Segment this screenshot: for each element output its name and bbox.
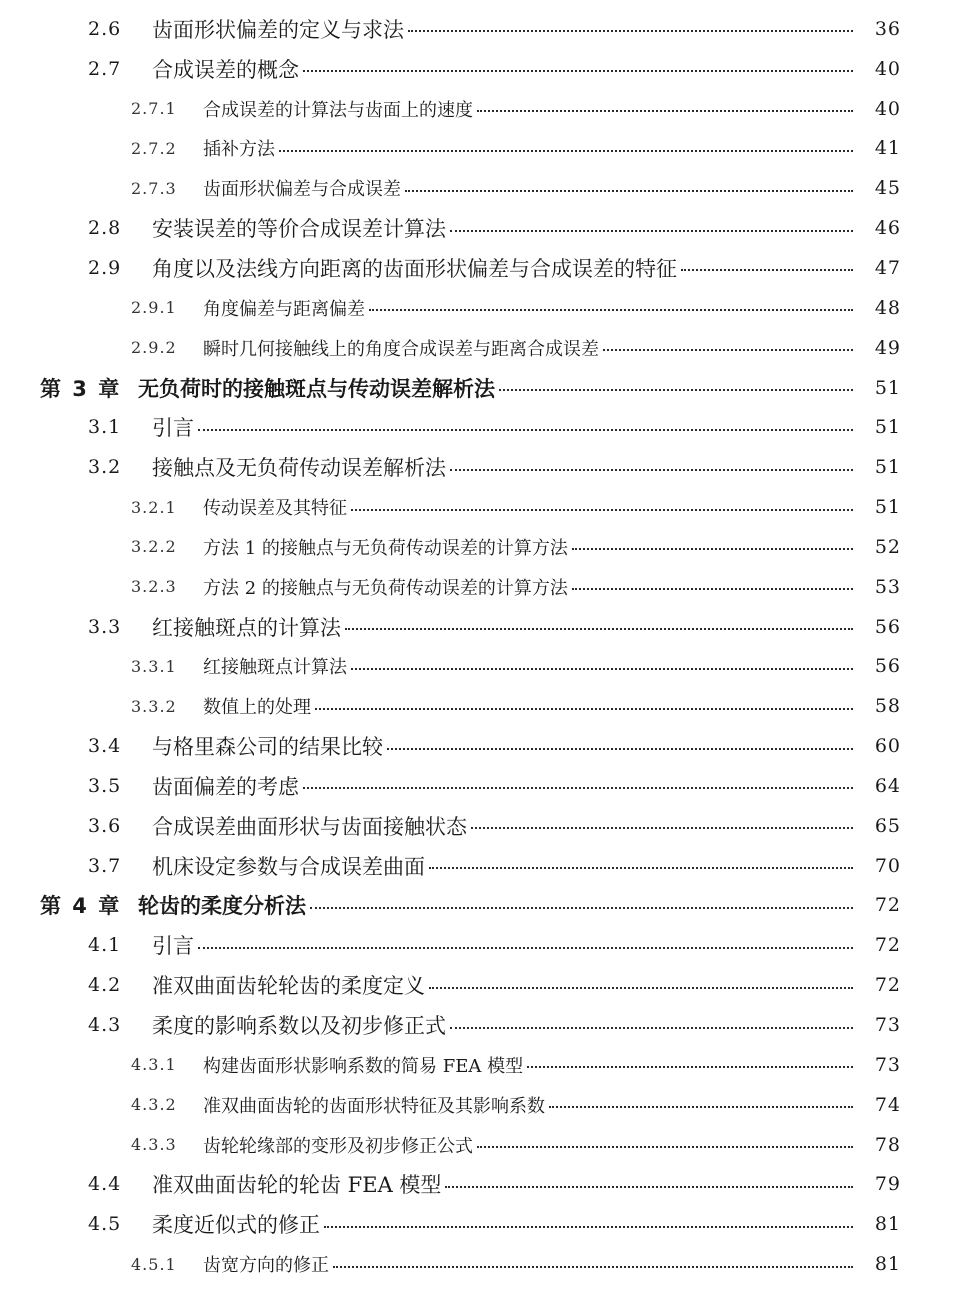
toc-entry-number: 2.9	[88, 256, 122, 279]
toc-entry-number: 4.4	[88, 1173, 122, 1196]
toc-section-entry[interactable]	[0, 208, 957, 248]
dot-leader	[324, 1225, 853, 1228]
toc-subsection-entry[interactable]	[0, 89, 957, 129]
toc-entry-page-number: 36	[874, 17, 901, 40]
toc-entry-page-number: 56	[874, 655, 901, 678]
dot-leader	[471, 826, 853, 829]
toc-subsection-entry[interactable]	[0, 647, 957, 687]
dot-leader	[310, 906, 853, 909]
toc-entry-page-number: 40	[874, 57, 901, 80]
toc-entry-number: 3.3.2	[131, 696, 177, 716]
toc-entry-title: 插补方法	[203, 139, 275, 161]
toc-entry-number: 2.9.2	[131, 338, 177, 358]
dot-leader	[345, 627, 853, 630]
dot-leader	[333, 1265, 853, 1268]
toc-entry-title: 合成误差曲面形状与齿面接触状态	[152, 814, 467, 839]
toc-section-entry[interactable]	[0, 248, 957, 288]
toc-section-entry[interactable]	[0, 447, 957, 487]
toc-subsection-entry[interactable]	[0, 1085, 957, 1125]
toc-section-entry[interactable]	[0, 49, 957, 89]
toc-entry-number: 3.4	[88, 735, 122, 758]
toc-entry-title: 轮齿的柔度分析法	[138, 894, 306, 919]
toc-entry-number: 4.3.1	[131, 1055, 177, 1075]
toc-entry-title: 合成误差的计算法与齿面上的速度	[203, 99, 473, 121]
toc-entry-page-number: 47	[874, 256, 901, 279]
toc-entry-title: 准双曲面齿轮的齿面形状特征及其影响系数	[203, 1095, 545, 1117]
toc-entry-page-number: 46	[874, 217, 901, 240]
toc-subsection-entry[interactable]	[0, 527, 957, 567]
toc-entry-page-number: 65	[874, 814, 901, 837]
toc-entry-title: 无负荷时的接触斑点与传动误差解析法	[138, 376, 495, 401]
toc-entry-number: 3.2	[88, 456, 122, 479]
toc-entry-title: 柔度近似式的修正	[152, 1213, 320, 1238]
toc-section-entry[interactable]	[0, 1164, 957, 1204]
dot-leader	[198, 428, 853, 431]
toc-section-entry[interactable]	[0, 925, 957, 965]
toc-entry-page-number: 51	[874, 496, 901, 519]
toc-entry-page-number: 64	[874, 774, 901, 797]
toc-entry-page-number: 58	[874, 695, 901, 718]
dot-leader	[450, 468, 853, 471]
toc-entry-title: 角度偏差与距离偏差	[203, 298, 365, 320]
toc-entry-page-number: 73	[874, 1053, 901, 1076]
toc-entry-number: 第 4 章	[40, 894, 122, 919]
toc-entry-number: 3.6	[88, 814, 122, 837]
dot-leader	[351, 667, 853, 670]
toc-entry-title: 传动误差及其特征	[203, 498, 347, 520]
dot-leader	[477, 1145, 853, 1148]
dot-leader	[450, 229, 853, 232]
toc-entry-page-number: 51	[874, 456, 901, 479]
toc-entry-page-number: 51	[874, 376, 901, 399]
toc-chapter-entry[interactable]	[0, 886, 957, 926]
toc-section-entry[interactable]	[0, 607, 957, 647]
toc-entry-number: 2.9.1	[131, 298, 177, 318]
toc-entry-page-number: 53	[874, 575, 901, 598]
toc-entry-page-number: 73	[874, 1014, 901, 1037]
toc-entry-title: 角度以及法线方向距离的齿面形状偏差与合成误差的特征	[152, 256, 677, 281]
toc-section-entry[interactable]	[0, 965, 957, 1005]
toc-entry-page-number: 78	[874, 1133, 901, 1156]
toc-entry-page-number: 40	[874, 97, 901, 120]
toc-entry-number: 2.7.2	[131, 138, 177, 158]
dot-leader	[198, 946, 853, 949]
toc-entry-number: 3.2.3	[131, 577, 177, 597]
dot-leader	[477, 109, 853, 112]
dot-leader	[351, 508, 853, 511]
toc-entry-page-number: 74	[874, 1093, 901, 1116]
toc-entry-title: 方法 2 的接触点与无负荷传动误差的计算方法	[203, 577, 568, 599]
toc-entry-number: 3.2.2	[131, 537, 177, 557]
dot-leader	[499, 388, 853, 391]
dot-leader	[369, 308, 853, 311]
toc-entry-page-number: 81	[874, 1253, 901, 1276]
toc-entry-title: 接触点及无负荷传动误差解析法	[152, 456, 446, 481]
toc-entry-number: 3.5	[88, 774, 122, 797]
toc-section-entry[interactable]	[0, 1204, 957, 1244]
dot-leader	[429, 866, 853, 869]
toc-entry-title: 瞬时几何接触线上的角度合成误差与距离合成误差	[203, 338, 599, 360]
dot-leader	[303, 69, 853, 72]
toc-entry-number: 4.5.1	[131, 1254, 177, 1274]
toc-entry-title: 引言	[152, 934, 194, 959]
dot-leader	[549, 1105, 853, 1108]
toc-entry-page-number: 81	[874, 1213, 901, 1236]
toc-entry-title: 齿宽方向的修正	[203, 1255, 329, 1277]
toc-entry-title: 齿面形状偏差的定义与求法	[152, 17, 404, 42]
toc-entry-page-number: 56	[874, 615, 901, 638]
toc-entry-number: 3.7	[88, 854, 122, 877]
dot-leader	[303, 786, 853, 789]
dot-leader	[387, 747, 853, 750]
toc-entry-title: 引言	[152, 416, 194, 441]
toc-entry-number: 3.2.1	[131, 497, 177, 517]
toc-entry-title: 方法 1 的接触点与无负荷传动误差的计算方法	[203, 537, 568, 559]
dot-leader	[572, 547, 853, 550]
toc-entry-title: 构建齿面形状影响系数的简易 FEA 模型	[203, 1055, 524, 1077]
dot-leader	[405, 189, 853, 192]
toc-entry-number: 2.7.1	[131, 99, 177, 119]
toc-entry-title: 机床设定参数与合成误差曲面	[152, 854, 425, 879]
dot-leader	[450, 1026, 853, 1029]
toc-subsection-entry[interactable]	[0, 1125, 957, 1165]
dot-leader	[527, 1065, 853, 1068]
toc-entry-number: 第 3 章	[40, 376, 122, 401]
toc-section-entry[interactable]	[0, 766, 957, 806]
toc-entry-number: 2.6	[88, 17, 122, 40]
toc-entry-number: 3.1	[88, 416, 122, 439]
toc-entry-number: 3.3.1	[131, 656, 177, 676]
toc-entry-page-number: 51	[874, 416, 901, 439]
dot-leader	[315, 707, 853, 710]
toc-section-entry[interactable]	[0, 806, 957, 846]
dot-leader	[445, 1185, 853, 1188]
toc-section-entry[interactable]	[0, 1005, 957, 1045]
toc-entry-number: 4.5	[88, 1213, 122, 1236]
toc-entry-number: 4.3.2	[131, 1095, 177, 1115]
toc-entry-number: 4.3	[88, 1014, 122, 1037]
dot-leader	[572, 587, 853, 590]
toc-entry-title: 齿轮轮缘部的变形及初步修正公式	[203, 1135, 473, 1157]
toc-entry-title: 齿面偏差的考虑	[152, 774, 299, 799]
toc-subsection-entry[interactable]	[0, 328, 957, 368]
toc-entry-title: 柔度的影响系数以及初步修正式	[152, 1014, 446, 1039]
toc-section-entry[interactable]	[0, 726, 957, 766]
dot-leader	[408, 29, 853, 32]
toc-entry-title: 准双曲面齿轮轮齿的柔度定义	[152, 974, 425, 999]
toc-entry-page-number: 72	[874, 934, 901, 957]
toc-entry-title: 准双曲面齿轮的轮齿 FEA 模型	[152, 1173, 442, 1198]
toc-entry-title: 与格里森公司的结果比较	[152, 735, 383, 760]
toc-subsection-entry[interactable]	[0, 129, 957, 169]
toc-entry-title: 数值上的处理	[203, 697, 311, 719]
dot-leader	[681, 268, 853, 271]
toc-subsection-entry[interactable]	[0, 1244, 957, 1284]
toc-entry-title: 合成误差的概念	[152, 57, 299, 82]
toc-subsection-entry[interactable]	[0, 686, 957, 726]
dot-leader	[603, 348, 853, 351]
toc-entry-page-number: 72	[874, 974, 901, 997]
toc-chapter-entry[interactable]	[0, 368, 957, 408]
toc-entry-number: 4.3.3	[131, 1135, 177, 1155]
toc-entry-page-number: 52	[874, 535, 901, 558]
toc-entry-number: 4.1	[88, 934, 122, 957]
toc-entry-page-number: 45	[874, 177, 901, 200]
toc-subsection-entry[interactable]	[0, 567, 957, 607]
toc-entry-page-number: 79	[874, 1173, 901, 1196]
toc-entry-page-number: 41	[874, 137, 901, 160]
toc-entry-title: 安装误差的等价合成误差计算法	[152, 217, 446, 242]
toc-subsection-entry[interactable]	[0, 487, 957, 527]
toc-section-entry[interactable]	[0, 846, 957, 886]
toc-entry-number: 2.8	[88, 217, 122, 240]
toc-entry-title: 齿面形状偏差与合成误差	[203, 179, 401, 201]
toc-subsection-entry[interactable]	[0, 288, 957, 328]
toc-subsection-entry[interactable]	[0, 1045, 957, 1085]
toc-entry-page-number: 48	[874, 296, 901, 319]
toc-entry-number: 4.2	[88, 974, 122, 997]
toc-entry-page-number: 49	[874, 336, 901, 359]
toc-entry-number: 3.3	[88, 615, 122, 638]
toc-entry-title: 红接触斑点的计算法	[152, 615, 341, 640]
dot-leader	[429, 986, 853, 989]
toc-section-entry[interactable]	[0, 9, 957, 49]
toc-subsection-entry[interactable]	[0, 168, 957, 208]
toc-entry-number: 2.7	[88, 57, 122, 80]
toc-entry-page-number: 70	[874, 854, 901, 877]
toc-entry-title: 红接触斑点计算法	[203, 657, 347, 679]
toc-entry-number: 2.7.3	[131, 178, 177, 198]
toc-entry-page-number: 60	[874, 735, 901, 758]
toc-entry-page-number: 72	[874, 894, 901, 917]
dot-leader	[279, 149, 853, 152]
toc-section-entry[interactable]	[0, 407, 957, 447]
